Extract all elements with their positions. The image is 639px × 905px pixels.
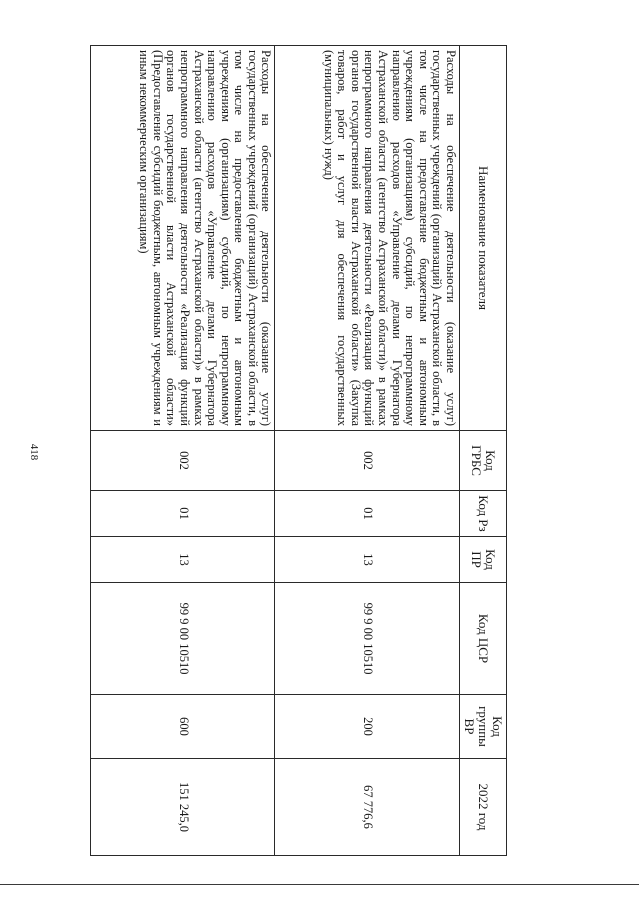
- page-number: 418: [28, 443, 40, 461]
- header-row: [460, 46, 507, 856]
- row-vr-group-code: 200: [275, 695, 460, 759]
- header-pr-code: Код ПР: [460, 537, 507, 583]
- row-indicator-name: Расходы на обеспечение деятельности (оказание услуг) государственных учреждений (организаций) Астраханской области, в том числе на предоставление бюджетным и автономным учреждениям (организациям) субсидий, по непрограммному направлению расходов «Управление делами Губернатора Астраханской области (агентство Астраханской области)» в рамках непрограммного направления деятельности «Реализация функций органов государственной власти Астраханской области» (Закупка товаров, работ и услуг для обеспечения государственных (муниципальных) нужд): [275, 46, 460, 431]
- header-indicator-name: Наименование показателя: [460, 46, 507, 431]
- row-rz-code: 01: [91, 491, 276, 537]
- budget-table: [90, 45, 507, 856]
- header-grbs-code: Код ГРБС: [460, 431, 507, 491]
- row-pr-code: 13: [91, 537, 276, 583]
- budget-table-frame: [90, 45, 507, 855]
- row-vr-group-code: 600: [91, 695, 276, 759]
- table-row: [91, 46, 276, 856]
- row-grbs-code: 002: [91, 431, 276, 491]
- budget-table-rotated: [90, 45, 507, 855]
- header-year-2022: 2022 год: [460, 759, 507, 856]
- table-row: [275, 46, 460, 856]
- row-csr-code: 99 9 00 10510: [275, 583, 460, 695]
- row-csr-code: 99 9 00 10510: [91, 583, 276, 695]
- row-indicator-name: Расходы на обеспечение деятельности (оказание услуг) государственных учреждений (организаций) Астраханской области, в том числе на предоставление бюджетным и автономным учреждениям (организациям) субсидий, по непрограммному направлению расходов «Управление делами Губернатора Астраханской области (агентство Астраханской области)» в рамках непрограммного направления деятельности «Реализация функций органов государственной власти Астраханской области» (Предоставление субсидий бюджетным, автономным учреждениям и иным некоммерческим организациям): [91, 46, 276, 431]
- row-grbs-code: 002: [275, 431, 460, 491]
- table-body: [91, 46, 460, 856]
- header-csr-code: Код ЦСР: [460, 583, 507, 695]
- table-header: [460, 46, 507, 856]
- row-pr-code: 13: [275, 537, 460, 583]
- row-amount-2022: 151 245,0: [91, 759, 276, 856]
- row-rz-code: 01: [275, 491, 460, 537]
- page-bottom-rule: [0, 884, 639, 885]
- header-vr-group-code: Код группы ВР: [460, 695, 507, 759]
- header-rz-code: Код Рз: [460, 491, 507, 537]
- row-amount-2022: 67 776,6: [275, 759, 460, 856]
